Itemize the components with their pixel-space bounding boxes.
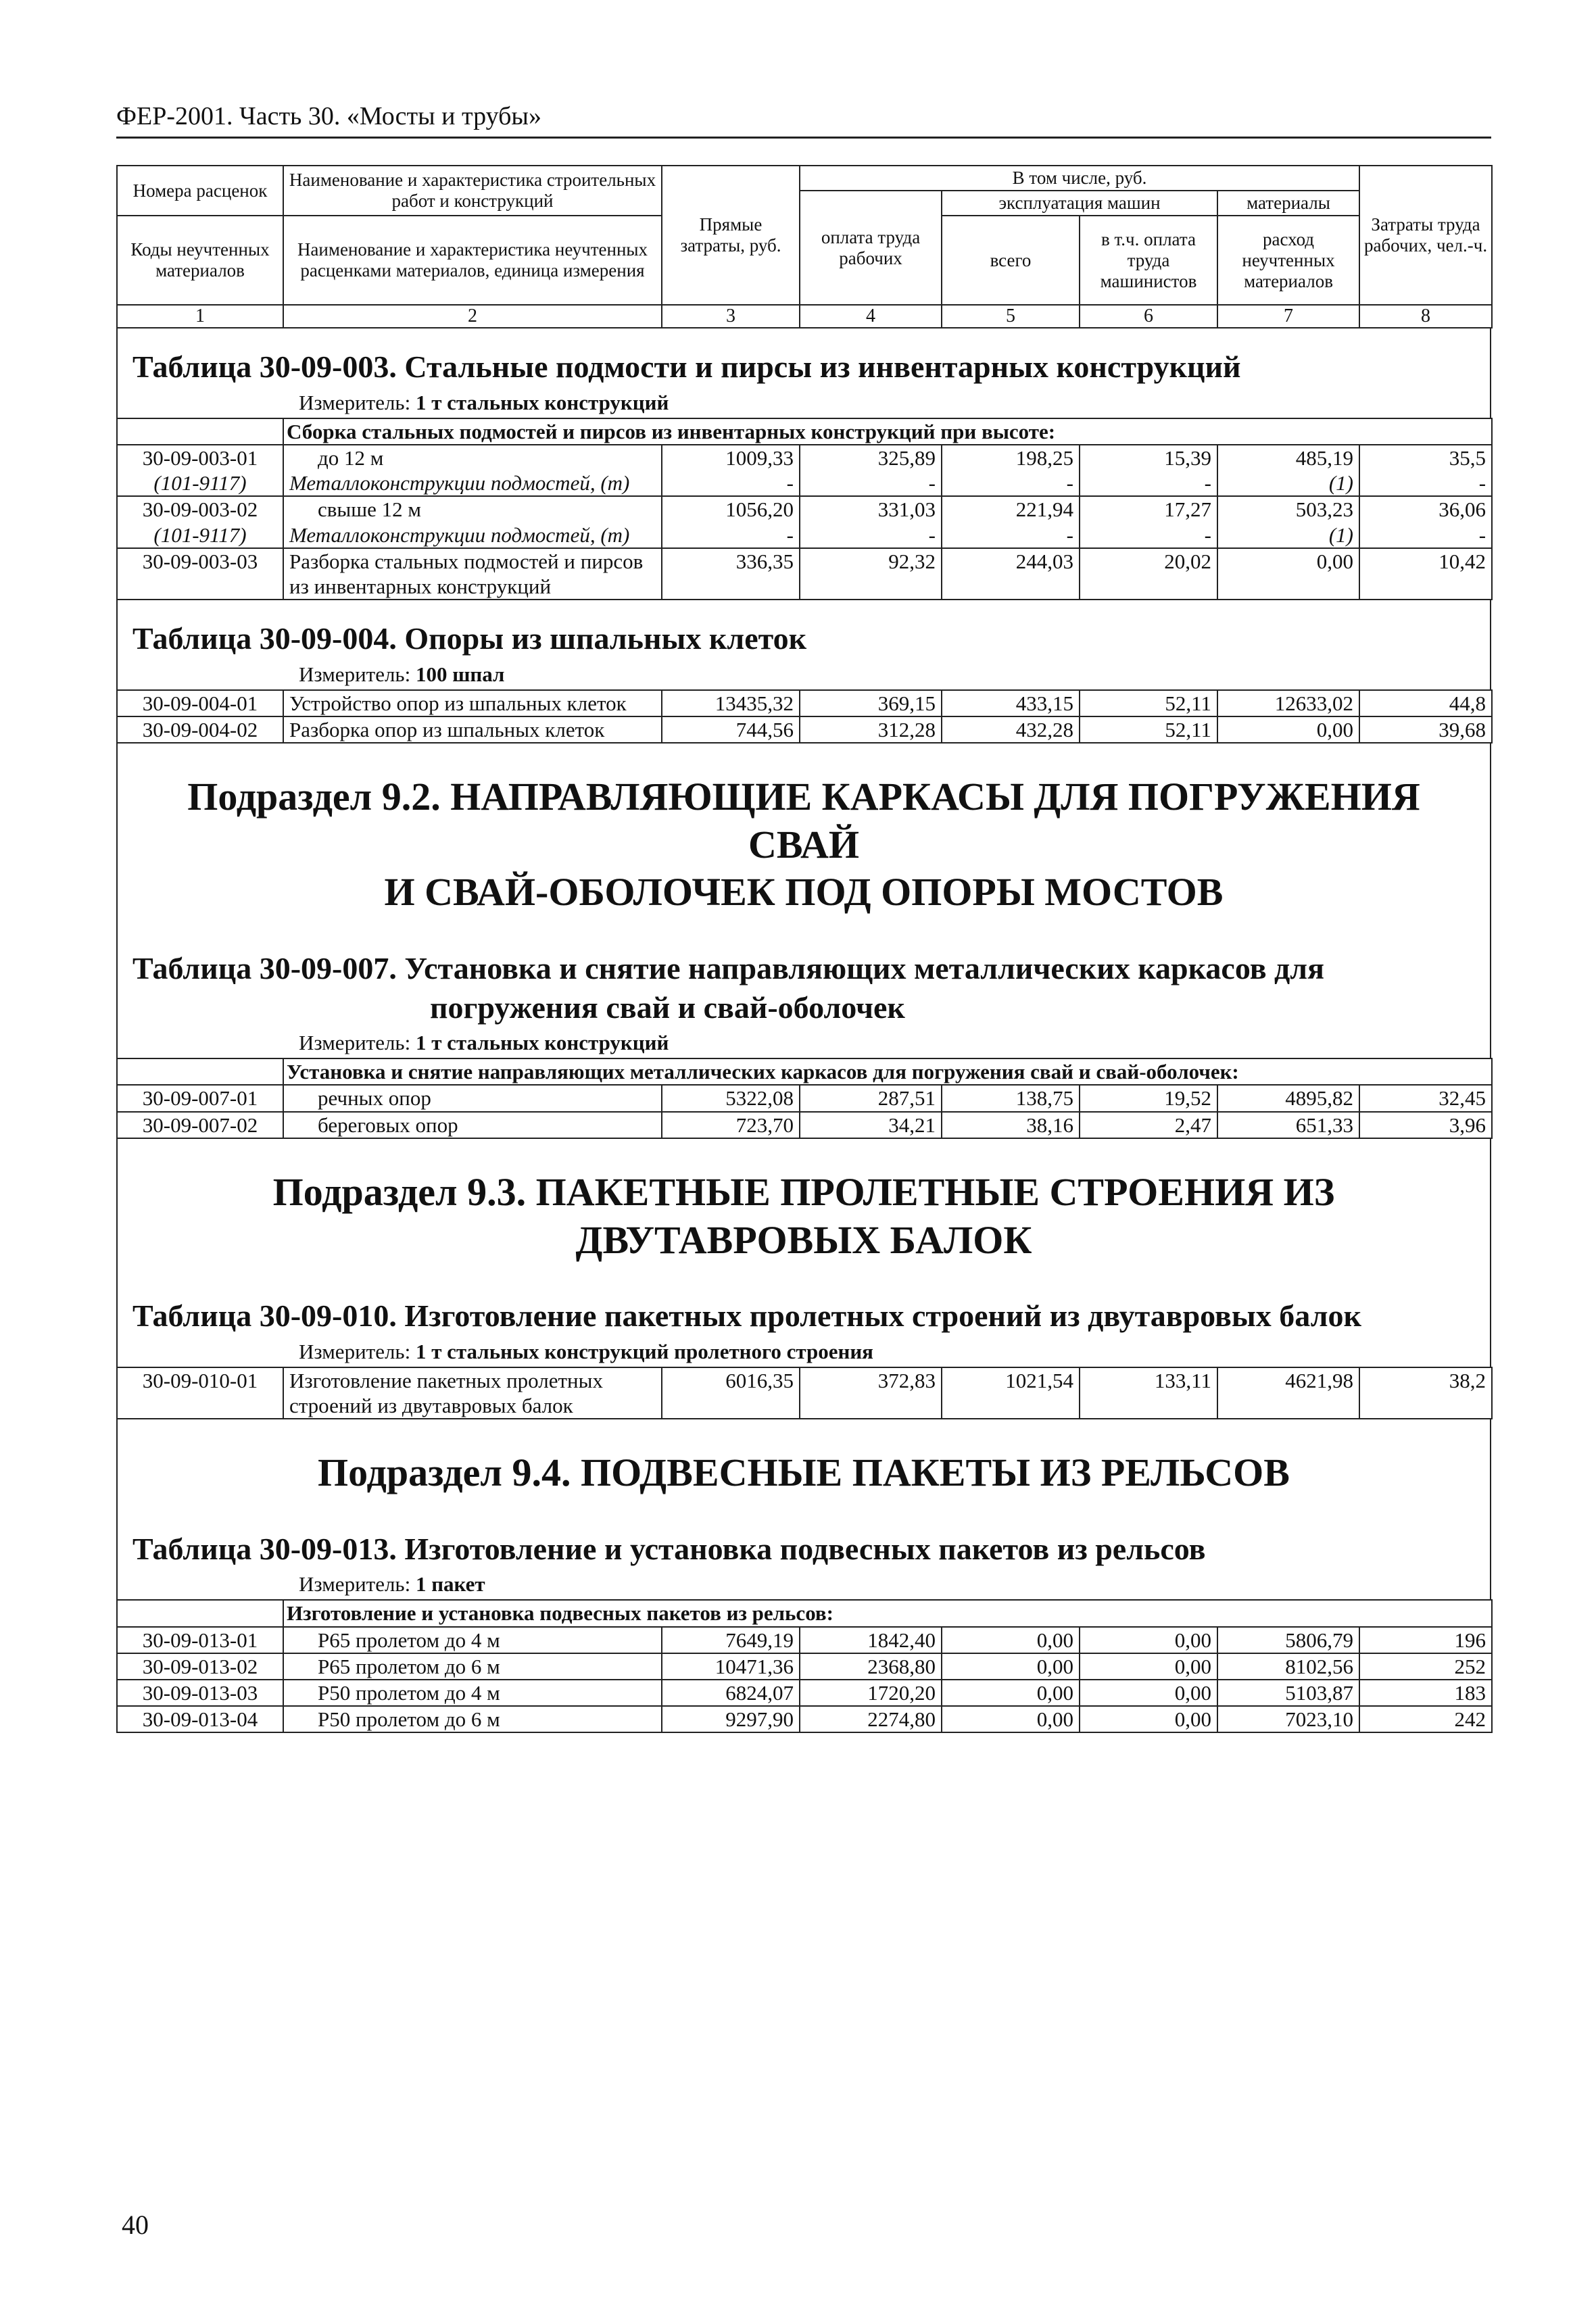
group-header: Сборка стальных подмостей и пирсов из инвентарных конструкций при высоте: — [283, 418, 1492, 445]
table-row: 30-09-003-02 свыше 12 м 1056,20 331,03 221,94 17,27 503,23 36,06 — [117, 496, 1492, 522]
table-30-09-004-section — [116, 600, 1491, 689]
material-row: (101-9117) Металлоконструкции подмостей, (т) - - - - (1) - — [117, 470, 1492, 496]
header-material-codes: Коды неучтенных материалов — [117, 216, 283, 305]
table-measure: Измеритель: 1 т стальных конструкций пролетного строения — [299, 1339, 873, 1363]
header-direct-cost: Прямые затраты, руб. — [662, 166, 800, 305]
table-row: 30-09-013-01 Р65 пролетом до 4 м 7649,19 1842,40 0,00 0,00 5806,79 196 — [117, 1627, 1492, 1653]
table-measure: Измеритель: 1 пакет — [299, 1572, 485, 1597]
table-measure: Измеритель: 1 т стальных конструкций — [299, 390, 669, 414]
header-including: В том числе, руб. — [800, 166, 1359, 191]
col-num: 1 — [117, 305, 283, 328]
table-30-09-003 — [116, 418, 1493, 600]
table-title: Таблица 30-09-010. Изготовление пакетных пролетных строений из двутавровых балок — [132, 1298, 1362, 1334]
page-number: 40 — [122, 2210, 149, 2240]
page-content — [116, 165, 1491, 1733]
table-row: 30-09-003-01 до 12 м 1009,33 325,89 198,25 15,39 485,19 35,5 — [117, 445, 1492, 470]
header-machinist-wages: в т.ч. оплата труда машинистов — [1080, 216, 1217, 305]
table-measure: Измеритель: 1 т стальных конструкций — [299, 1031, 669, 1055]
table-row: 30-09-003-03 Разборка стальных подмостей и пирсов из инвентарных конструкций 336,35 92,32 244,03 20,02 0,00 10,42 — [117, 548, 1492, 600]
table-title: Таблица 30-09-003. Стальные подмости и пирсы из инвентарных конструкций — [132, 349, 1241, 385]
header-material-name: Наименование и характеристика неучтенных расценками материалов, единица измерения — [283, 216, 662, 305]
group-header: Изготовление и установка подвесных пакетов из рельсов: — [283, 1600, 1492, 1626]
col-num: 5 — [942, 305, 1080, 328]
table-row: 30-09-013-04 Р50 пролетом до 6 м 9297,90 2274,80 0,00 0,00 7023,10 242 — [117, 1706, 1492, 1732]
table-row: 30-09-010-01 Изготовление пакетных пролетных строений из двутавровых балок 6016,35 372,83 1021,54 133,11 4621,98 38,2 — [117, 1367, 1492, 1419]
col-num: 3 — [662, 305, 800, 328]
table-measure: Измеритель: 100 шпал — [299, 662, 505, 686]
subsection-9-4 — [116, 1419, 1491, 1599]
header-wages: оплата труда рабочих — [800, 191, 942, 305]
header-machines: эксплуатация машин — [942, 191, 1217, 216]
header-rule — [116, 137, 1491, 139]
col-num: 7 — [1217, 305, 1359, 328]
table-30-09-013 — [116, 1599, 1493, 1733]
material-row: (101-9117) Металлоконструкции подмостей, (т) - - - - (1) - — [117, 522, 1492, 548]
header-labor-hours: Затраты труда рабочих, чел.-ч. — [1359, 166, 1492, 305]
col-num: 2 — [283, 305, 662, 328]
subsection-title: Подраздел 9.4. ПОДВЕСНЫЕ ПАКЕТЫ ИЗ РЕЛЬСОВ — [318, 1451, 1290, 1495]
header-material-use: расход неучтенных материалов — [1217, 216, 1359, 305]
table-row: 30-09-013-03 Р50 пролетом до 4 м 6824,07 1720,20 0,00 0,00 5103,87 183 — [117, 1680, 1492, 1706]
table-row: 30-09-004-01 Устройство опор из шпальных клеток 13435,32 369,15 433,15 52,11 12633,02 44,8 — [117, 690, 1492, 716]
col-num: 6 — [1080, 305, 1217, 328]
subsection-title: Подраздел 9.3. ПАКЕТНЫЕ ПРОЛЕТНЫЕ СТРОЕНИЯ ИЗ ДВУТАВРОВЫХ БАЛОК — [272, 1169, 1335, 1262]
table-title: Таблица 30-09-007. Установка и снятие направляющих металлических каркасов для погружения свай и свай-оболочек — [132, 951, 1325, 1025]
table-30-09-007 — [116, 1058, 1493, 1139]
table-title: Таблица 30-09-013. Изготовление и установка подвесных пакетов из рельсов — [132, 1531, 1206, 1566]
group-header: Установка и снятие направляющих металлических каркасов для погружения свай и свай-оболочек: — [283, 1058, 1492, 1085]
subsection-title: Подраздел 9.2. НАПРАВЛЯЮЩИЕ КАРКАСЫ ДЛЯ ПОГРУЖЕНИЯ СВАЙ И СВАЙ-ОБОЛОЧЕК ПОД ОПОРЫ МОСТОВ — [187, 774, 1420, 915]
subsection-9-3 — [116, 1139, 1491, 1367]
header-codes: Номера расценок — [117, 166, 283, 216]
table-30-09-003-section — [116, 328, 1491, 418]
table-30-09-004 — [116, 689, 1493, 744]
header-name: Наименование и характеристика строительных работ и конструкций — [283, 166, 662, 216]
table-row: 30-09-004-02 Разборка опор из шпальных клеток 744,56 312,28 432,28 52,11 0,00 39,68 — [117, 716, 1492, 743]
subsection-9-2 — [116, 744, 1491, 1058]
header-materials: материалы — [1217, 191, 1359, 216]
header-machines-total: всего — [942, 216, 1080, 305]
table-row: 30-09-007-01 речных опор 5322,08 287,51 138,75 19,52 4895,82 32,45 — [117, 1085, 1492, 1111]
col-num: 4 — [800, 305, 942, 328]
table-title: Таблица 30-09-004. Опоры из шпальных клеток — [132, 621, 807, 656]
table-row: 30-09-007-02 береговых опор 723,70 34,21 38,16 2,47 651,33 3,96 — [117, 1112, 1492, 1138]
running-title: ФЕР-2001. Часть 30. «Мосты и трубы» — [116, 102, 541, 130]
col-num: 8 — [1359, 305, 1492, 328]
column-header-table — [116, 165, 1493, 328]
table-row: 30-09-013-02 Р65 пролетом до 6 м 10471,36 2368,80 0,00 0,00 8102,56 252 — [117, 1653, 1492, 1680]
table-30-09-010 — [116, 1367, 1493, 1419]
